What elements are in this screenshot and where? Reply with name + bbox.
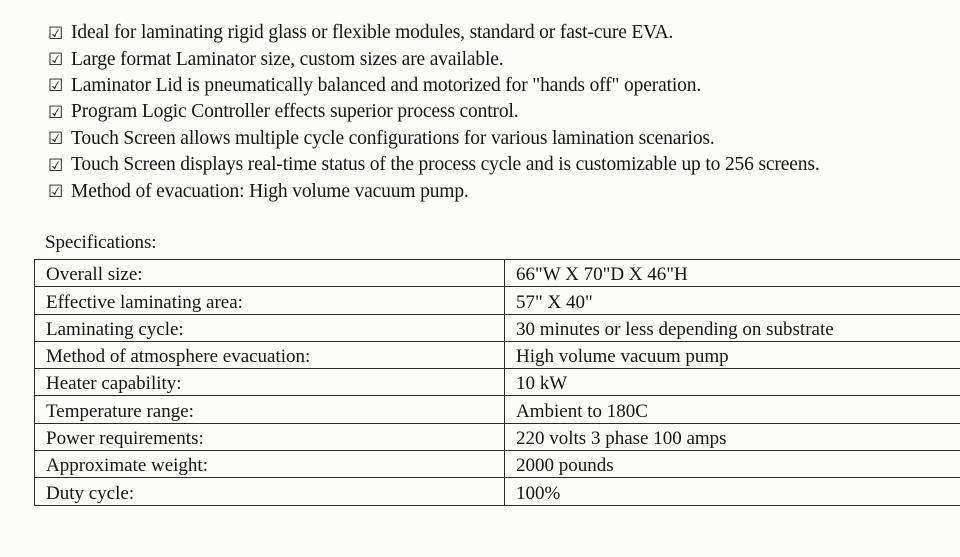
spec-value: High volume vacuum pump — [505, 341, 960, 368]
checkbox-checked-icon: ☑ — [48, 102, 64, 122]
feature-text: Touch Screen displays real-time status of the process cycle and is customizable up to 256 screens. — [71, 154, 820, 176]
spec-name: Power requirements: — [35, 423, 505, 450]
feature-item — [48, 20, 958, 46]
spec-value: 66"W X 70"D X 46"H — [505, 260, 960, 287]
feature-item — [48, 178, 958, 204]
table-row — [35, 423, 960, 450]
table-row — [35, 341, 960, 368]
spec-value: Ambient to 180C — [505, 396, 960, 423]
feature-item — [48, 73, 958, 99]
checkbox-checked-icon: ☑ — [48, 76, 64, 96]
feature-text: Program Logic Controller effects superior process control. — [71, 101, 519, 123]
spec-name: Duty cycle: — [35, 478, 505, 505]
feature-item — [48, 126, 958, 152]
spec-name: Method of atmosphere evacuation: — [35, 341, 505, 368]
feature-text: Method of evacuation: High volume vacuum pump. — [71, 180, 469, 202]
table-row — [35, 478, 960, 505]
feature-list — [48, 20, 958, 205]
spec-name: Laminating cycle: — [35, 314, 505, 341]
spec-name: Overall size: — [35, 260, 505, 287]
checkbox-checked-icon: ☑ — [48, 23, 64, 43]
checkbox-checked-icon: ☑ — [48, 182, 64, 202]
feature-text: Ideal for laminating rigid glass or flexible modules, standard or fast-cure EVA. — [71, 22, 674, 44]
feature-text: Laminator Lid is pneumatically balanced and motorized for "hands off" operation. — [71, 74, 702, 96]
spec-value: 30 minutes or less depending on substrate — [505, 314, 960, 341]
checkbox-checked-icon: ☑ — [48, 129, 64, 149]
checkbox-checked-icon: ☑ — [48, 50, 64, 70]
feature-text: Touch Screen allows multiple cycle configurations for various lamination scenarios. — [71, 127, 715, 149]
table-row — [35, 287, 960, 314]
table-row — [35, 396, 960, 423]
spec-name: Temperature range: — [35, 396, 505, 423]
specifications-table — [34, 259, 960, 506]
feature-text: Large format Laminator size, custom sizes are available. — [71, 48, 504, 70]
feature-item — [48, 152, 958, 178]
table-row — [35, 369, 960, 396]
feature-item — [48, 46, 958, 72]
table-row — [35, 260, 960, 287]
checkbox-checked-icon: ☑ — [48, 155, 64, 175]
table-row — [35, 314, 960, 341]
specifications-heading: Specifications: — [45, 232, 157, 253]
spec-value: 10 kW — [505, 369, 960, 396]
table-row — [35, 451, 960, 478]
feature-item — [48, 99, 958, 125]
spec-name: Effective laminating area: — [35, 287, 505, 314]
spec-value: 220 volts 3 phase 100 amps — [505, 423, 960, 450]
spec-value: 2000 pounds — [505, 451, 960, 478]
spec-value: 57" X 40" — [505, 287, 960, 314]
spec-name: Approximate weight: — [35, 451, 505, 478]
spec-name: Heater capability: — [35, 369, 505, 396]
spec-value: 100% — [505, 478, 960, 505]
